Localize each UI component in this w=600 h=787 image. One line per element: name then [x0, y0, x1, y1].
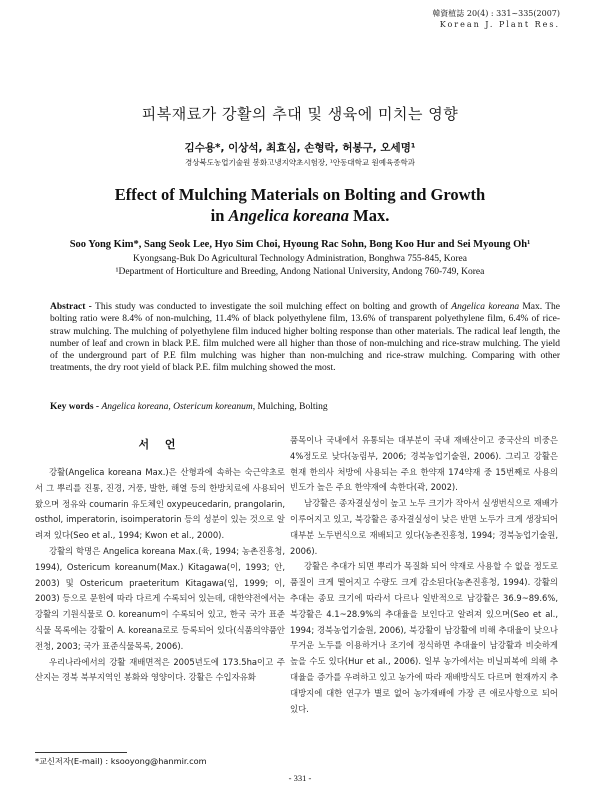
keywords	[50, 402, 328, 412]
title-species: Angelica koreana	[228, 206, 350, 225]
paragraph: 우리나라에서의 강활 재배면적은 2005년도에 173.5ha이고 주산지는 경북 북부지역인 봉화와 영양이다. 강활은 수입자유화	[35, 656, 285, 683]
journal-reference: 韓資植誌 20(4) : 331~335(2007)	[432, 9, 560, 18]
abstract-species: Angelica koreana	[451, 302, 520, 312]
keywords-label: Key words -	[50, 402, 102, 412]
section-heading-introduction: 서 언	[138, 438, 182, 451]
keywords-rest: , Mulching, Bolting	[252, 402, 328, 412]
corresponding-author-footnote: *교신저자(E-mail) : ksooyong@hanmir.com	[35, 756, 207, 766]
paragraph: 강활(Angelica koreana Max.)은 산형과에 속하는 숙근약초로서 그 뿌리를 진통, 진경, 거풍, 발한, 해열 등의 한방치료에 사용되어 왔으며 정유와 coumarin 유도체인 oxypeucedarin, prangolarin, osthol, imperatorin, isoimperatorin 등의 성분이 있는 것으로 알려져 있다(Seo et al., 1994; Kwon et al., 2000).	[35, 467, 285, 541]
abstract-label: Abstract -	[50, 302, 96, 312]
abstract-text-1: This study was conducted to investigate the soil mulching effect on bolting and growth of	[95, 302, 452, 312]
title-english-line-1: Effect of Mulching Materials on Bolting and Growth	[114, 185, 486, 204]
page-number: - 331 -	[288, 773, 312, 783]
title-korean: 피복재료가 강활의 추대 및 생육에 미치는 영향	[141, 105, 459, 123]
paragraph: 강활은 추대가 되면 뿌리가 목질화 되어 약재로 사용할 수 없을 정도로 품질이 크게 떨어지고 수량도 크게 감소된다(농촌진흥청, 1994). 강활의 추대는 종묘 크기에 따라서 다르나 일반적으로 남강활은 36.9~89.6%, 북강활은 4.1~28.9%의 추대율을 보인다고 알려져 있으며(Seo et al., 1994; 경북농업기술원, 2006), 북강활이 남강활에 비해 추대율이 낮으나 무거운 노두를 이용하거나 조기에 정식하면 추대율이 남강활과 비슷하게 높을 수도 있다(Hur et al., 2006). 일부 농가에서는 비닐피복에 의해 추대율을 증가를 우려하고 있고 농가에 따라 재배방식도 다르며 현재까지 추대방지에 대한 연구가 별로 없어 농가재배에 가장 큰 애로사항으로 되어 있다.	[290, 561, 558, 714]
journal-header	[432, 8, 560, 30]
authors-english: Soo Yong Kim*, Sang Seok Lee, Hyo Sim Choi, Hyoung Rac Sohn, Bong Koo Hur and Sei Myoung Oh¹	[69, 239, 531, 250]
body-column-right	[290, 433, 558, 717]
affiliation-english-1: Kyongsang-Buk Do Agricultural Technology Administration, Bonghwa 755-845, Korea	[133, 254, 467, 264]
authors-korean: 김수용*, 이상석, 최효심, 손형락, 허봉구, 오세명¹	[184, 142, 416, 154]
affiliation-english-2: ¹Department of Horticulture and Breeding, Andong National University, Andong 760-749, Korea	[115, 266, 485, 277]
footnote-divider	[35, 752, 127, 753]
title-english	[0, 184, 600, 226]
keywords-italic: Angelica koreana, Ostericum koreanum	[101, 402, 253, 412]
paragraph: 강활의 학명은 Angelica koreana Max.(육, 1994; 농촌진흥청, 1994), Ostericum koreanum(Max.) Kitagawa(이, 1993; 안, 2003) 및 Ostericum praeteritum Kitagawa(임, 1999; 이, 2003) 등으로 문헌에 따라 다르게 수록되어 있는데, 대한약전에서는 강활의 기원식물로 O. koreanum이 수록되어 있고, 한국 국가 표준식물 목록에는 강활이 A. koreana로로 등록되어 있다(식품의약품안전청, 2003; 국가 표준식물목록, 2006).	[35, 545, 285, 651]
journal-name-en: Korean J. Plant Res.	[439, 20, 560, 29]
abstract	[50, 301, 560, 375]
paragraph: 품목이나 국내에서 유통되는 대부분이 국내 재배산이고 중국산의 비중은 4%정도로 낮다(농림부, 2006; 경북농업기술원, 2006). 그리고 강활은 현재 한의사 처방에 사용되는 주요 한약재 174약재 중 15번째로 사용의 빈도가 높은 주요 한약재에 속한다(곽, 2002).	[290, 435, 558, 493]
affiliation-english	[0, 253, 600, 278]
title-prefix: in	[210, 206, 229, 225]
paragraph: 남강활은 종자결실성이 높고 노두 크기가 작아서 실생번식으로 재배가 이루어지고 있고, 북강활은 종자결실성이 낮은 반면 노두가 크게 생장되어 대부분 노두번식으로 재배되고 있다(농촌진흥청, 1994; 경북농업기술원, 2006).	[290, 498, 558, 556]
body-column-left	[35, 465, 285, 686]
title-suffix: Max.	[349, 206, 390, 225]
affiliation-korean: 경상북도농업기술원 봉화고냉지약초시험장, ¹안동대학교 원예육종학과	[185, 158, 415, 167]
title-english-line-2	[0, 205, 600, 226]
abstract-text-2: Max. The bolting ratio were 8.4% of non-mulching, 11.4% of black polyethylene film, 13.6% of transparent polyethylene film, 6.4% of rice-straw mulching. The mulching of polyethylene film induced higher bolting response than other materials. The radical leaf length, the number of leaf and crown in black P.E. film mulched were all higher than those of non-mulching and rice-straw mulching. The yield of the underground part of P.E film mulching was higher than non-mulching and rice-straw mulching. Comparing with other treatments, the dry root yield of black P.E. film mulching showed the most.	[50, 302, 560, 374]
